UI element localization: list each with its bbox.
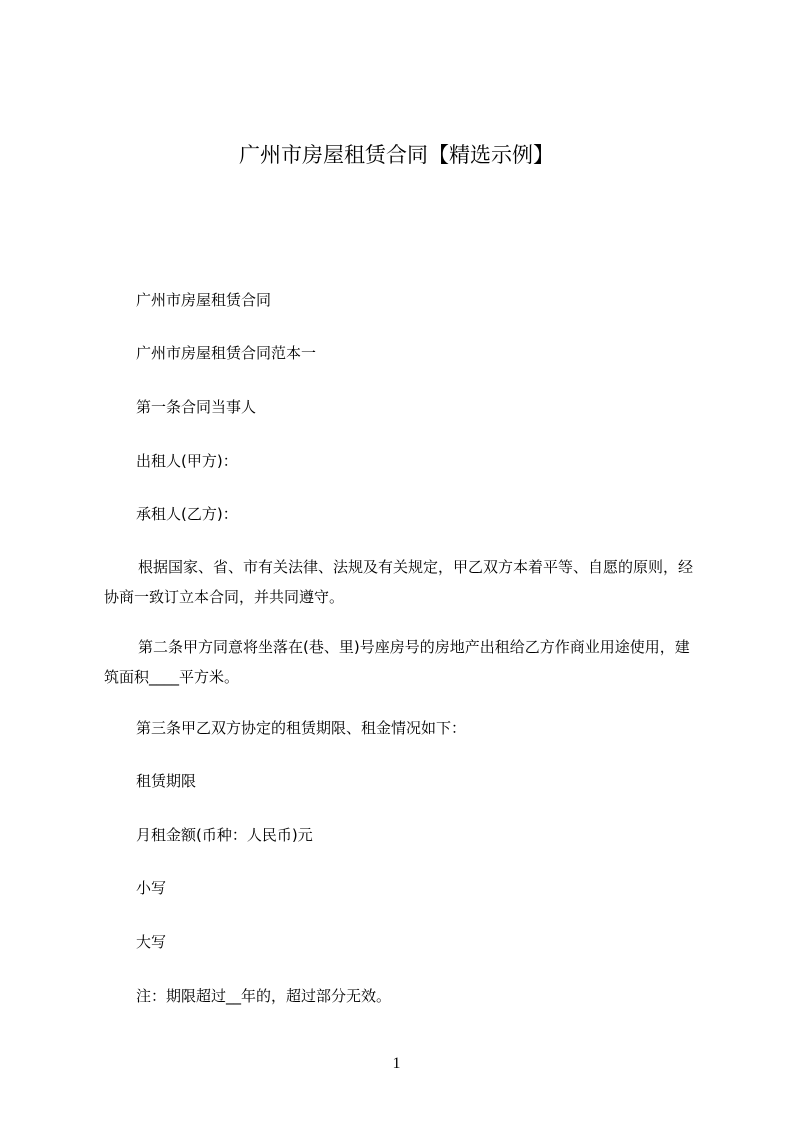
contract-heading: 广州市房屋租赁合同: [136, 291, 272, 309]
article-2-paragraph-text: 第二条甲方同意将坐落在(巷、里)号座房号的房地产出租给乙方作商业用途使用，建筑面积____平方米。: [104, 638, 690, 686]
lessee-label: 承租人(乙方)：: [136, 505, 238, 523]
basis-paragraph: [104, 552, 694, 612]
document-title: 广州市房屋租赁合同【精选示例】: [239, 143, 554, 167]
lessor-label: 出租人(甲方)：: [136, 452, 238, 470]
monthly-rent-label: 月租金额(币种：人民币)元: [136, 826, 313, 844]
basis-paragraph-text: 根据国家、省、市有关法律、法规及有关规定，甲乙双方本着平等、自愿的原则，经协商一致订立本合同，并共同遵守。: [104, 558, 694, 606]
template-title: 广州市房屋租赁合同范本一: [136, 344, 317, 362]
article-3-heading: 第三条甲乙双方协定的租赁期限、租金情况如下：: [136, 719, 467, 737]
article-2-paragraph: [104, 632, 694, 692]
lease-term-label: 租赁期限: [136, 772, 197, 790]
lowercase-amount-label: 小写: [136, 879, 167, 897]
uppercase-amount-label: 大写: [136, 933, 167, 951]
term-note: 注：期限超过__年的，超过部分无效。: [136, 987, 392, 1005]
article-1-heading: 第一条合同当事人: [136, 398, 257, 416]
page-number: 1: [392, 1055, 401, 1072]
